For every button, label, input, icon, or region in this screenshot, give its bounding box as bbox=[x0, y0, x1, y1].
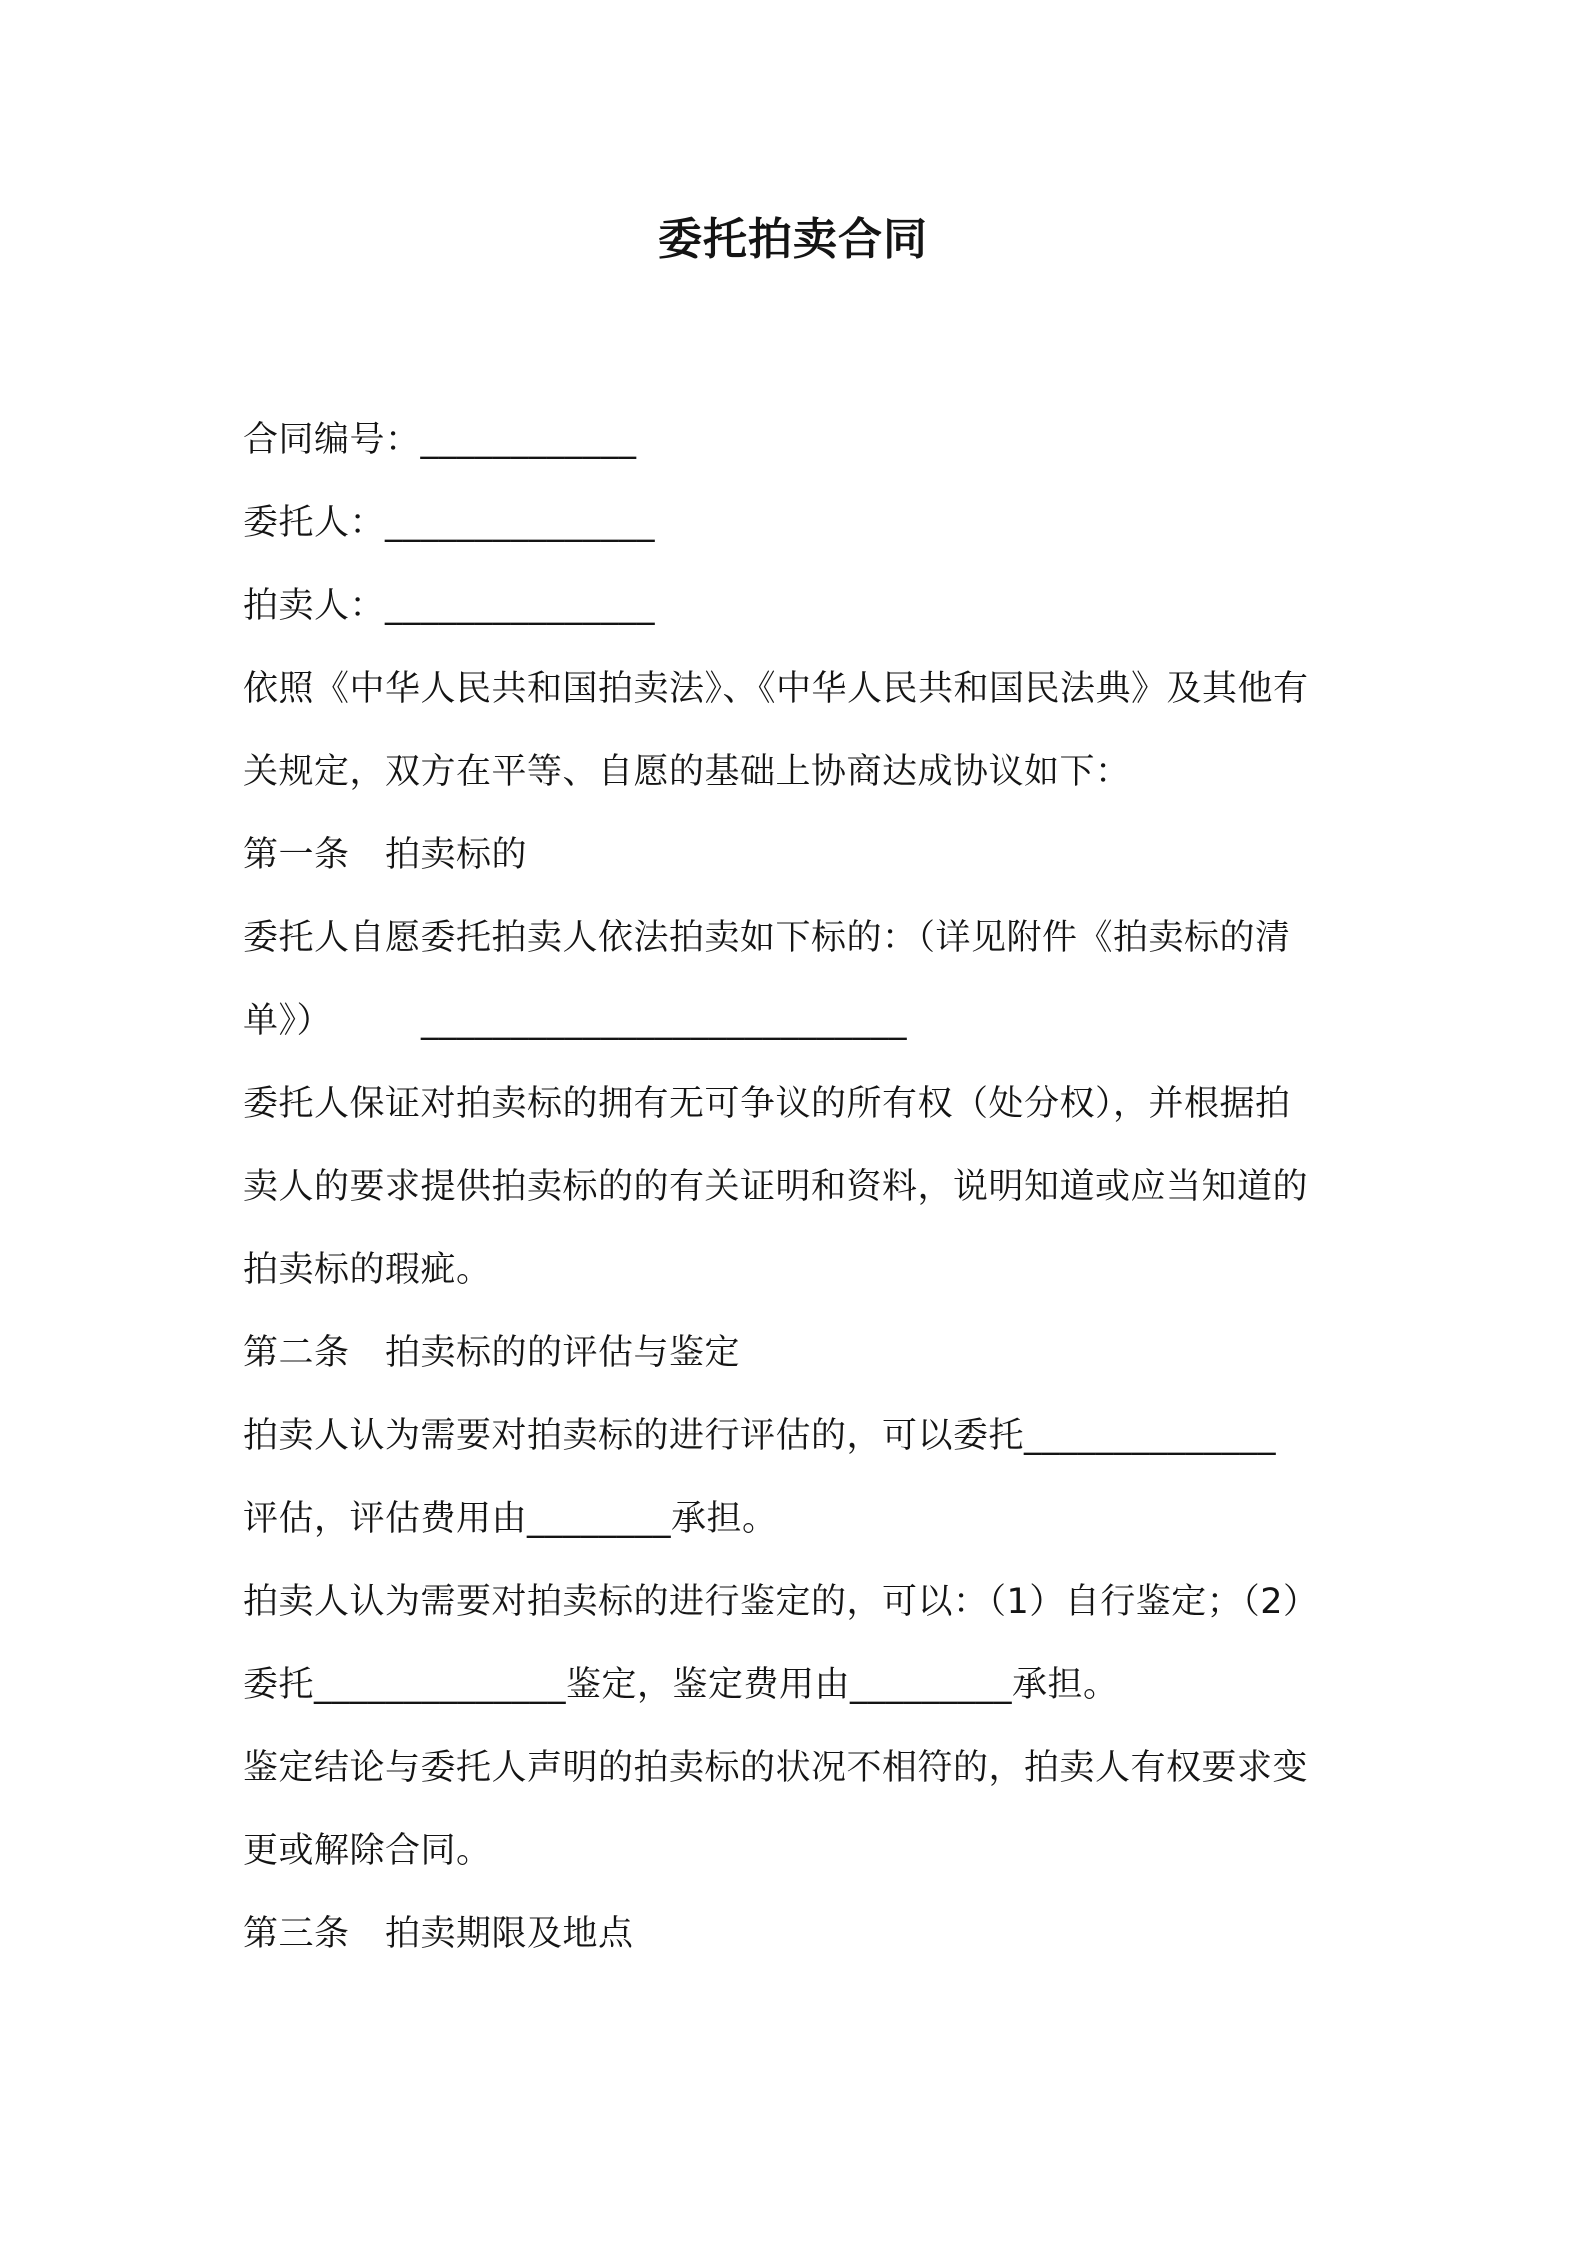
article-2-paragraph-1-line-2: 评估，评估费用由________承担。 bbox=[243, 1499, 778, 1539]
article-2-paragraph-1-line-1: 拍卖人认为需要对拍卖标的进行评估的，可以委托______________ bbox=[243, 1416, 1277, 1456]
article-1-heading: 第一条 拍卖标的 bbox=[243, 835, 528, 875]
principal-line: 委托人：_______________ bbox=[243, 503, 656, 543]
article-1-paragraph-2-line-2: 卖人的要求提供拍卖标的的有关证明和资料，说明知道或应当知道的 bbox=[243, 1167, 1309, 1207]
article-2-paragraph-2-line-1: 拍卖人认为需要对拍卖标的进行鉴定的，可以：（1）自行鉴定；（2） bbox=[243, 1582, 1319, 1622]
article-1-paragraph-2-line-3: 拍卖标的瑕疵。 bbox=[243, 1250, 492, 1290]
article-3-heading: 第三条 拍卖期限及地点 bbox=[243, 1914, 634, 1954]
preamble-line-2: 关规定，双方在平等、自愿的基础上协商达成协议如下： bbox=[243, 752, 1131, 792]
article-1-paragraph-2-line-1: 委托人保证对拍卖标的拥有无可争议的所有权（处分权），并根据拍 bbox=[243, 1084, 1291, 1124]
article-1-paragraph-1-line-2: 单》） ___________________________ bbox=[243, 1001, 908, 1041]
article-2-heading: 第二条 拍卖标的的评估与鉴定 bbox=[243, 1333, 741, 1373]
article-1-paragraph-1-line-1: 委托人自愿委托拍卖人依法拍卖如下标的：（详见附件《拍卖标的清 bbox=[243, 918, 1291, 958]
article-2-paragraph-3-line-2: 更或解除合同。 bbox=[243, 1831, 492, 1871]
document-title: 委托拍卖合同 bbox=[658, 214, 928, 265]
article-2-paragraph-2-line-2: 委托______________鉴定，鉴定费用由_________承担。 bbox=[243, 1665, 1119, 1705]
preamble-line-1: 依照《中华人民共和国拍卖法》、《中华人民共和国民法典》及其他有 bbox=[243, 669, 1309, 709]
article-2-paragraph-3-line-1: 鉴定结论与委托人声明的拍卖标的状况不相符的，拍卖人有权要求变 bbox=[243, 1748, 1309, 1788]
auctioneer-line: 拍卖人：_______________ bbox=[243, 586, 656, 626]
contract-number-line: 合同编号：____________ bbox=[243, 420, 637, 460]
